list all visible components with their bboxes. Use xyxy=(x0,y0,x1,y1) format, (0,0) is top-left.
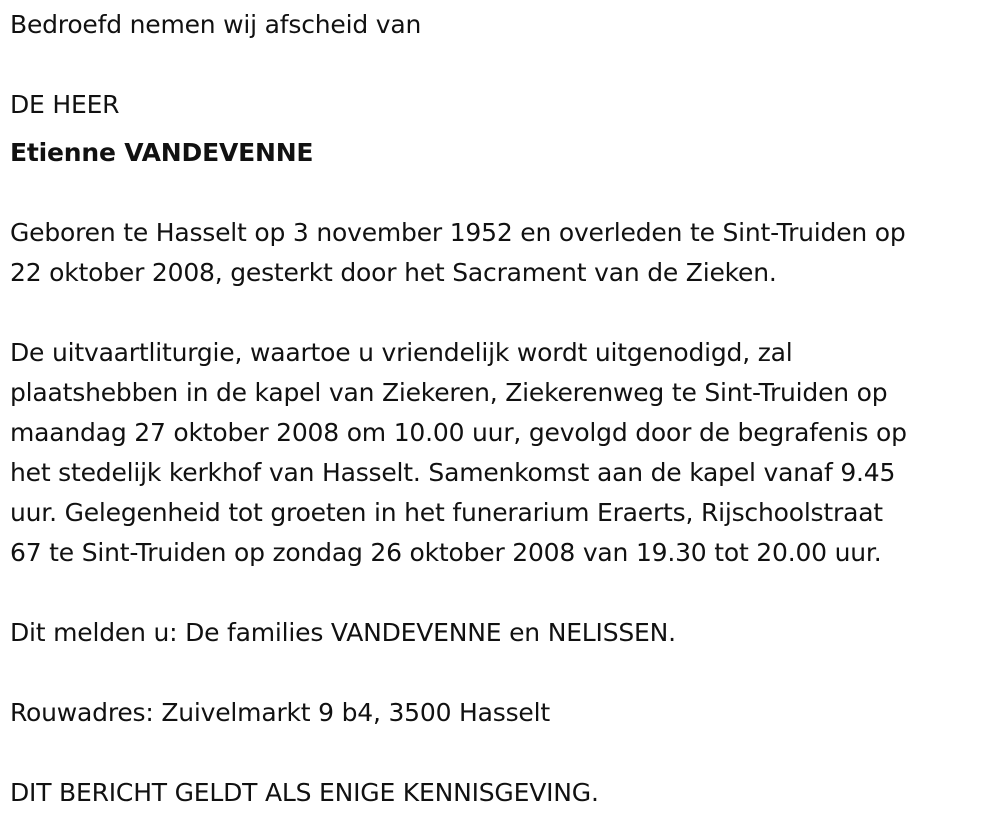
spacer xyxy=(10,293,990,333)
mourning-address: Rouwadres: Zuivelmarkt 9 b4, 3500 Hasselt xyxy=(10,698,550,727)
paragraph-line: 67 te Sint-Truiden op zondag 26 oktober 2008 van 19.30 tot 20.00 uur. xyxy=(10,538,882,567)
paragraph-line: het stedelijk kerkhof van Hasselt. Samenkomst aan de kapel vanaf 9.45 xyxy=(10,458,896,487)
spacer xyxy=(10,173,990,213)
intro-text: Bedroefd nemen wij afscheid van xyxy=(10,10,422,39)
spacer xyxy=(10,733,990,773)
paragraph-line: plaatshebben in de kapel van Ziekeren, Ziekerenweg te Sint-Truiden op xyxy=(10,378,888,407)
paragraph-line: Geboren te Hasselt op 3 november 1952 en overleden te Sint-Truiden op xyxy=(10,218,906,247)
paragraph-line: De uitvaartliturgie, waartoe u vriendelijk wordt uitgenodigd, zal xyxy=(10,338,793,367)
obituary-notice xyxy=(10,5,990,813)
funeral-paragraph xyxy=(10,333,990,573)
spacer xyxy=(10,45,990,85)
spacer xyxy=(10,573,990,613)
families-text: Dit melden u: De families VANDEVENNE en NELISSEN. xyxy=(10,618,676,647)
notice-text: DIT BERICHT GELDT ALS ENIGE KENNISGEVING. xyxy=(10,778,599,807)
spacer xyxy=(10,125,990,133)
paragraph-line: 22 oktober 2008, gesterkt door het Sacrament van de Zieken. xyxy=(10,258,777,287)
paragraph-line: maandag 27 oktober 2008 om 10.00 uur, gevolgd door de begrafenis op xyxy=(10,418,907,447)
deceased-name: Etienne VANDEVENNE xyxy=(10,138,314,167)
paragraph-line: uur. Gelegenheid tot groeten in het funerarium Eraerts, Rijschoolstraat xyxy=(10,498,883,527)
birth-death-paragraph xyxy=(10,213,990,293)
honorific: DE HEER xyxy=(10,90,120,119)
spacer xyxy=(10,653,990,693)
